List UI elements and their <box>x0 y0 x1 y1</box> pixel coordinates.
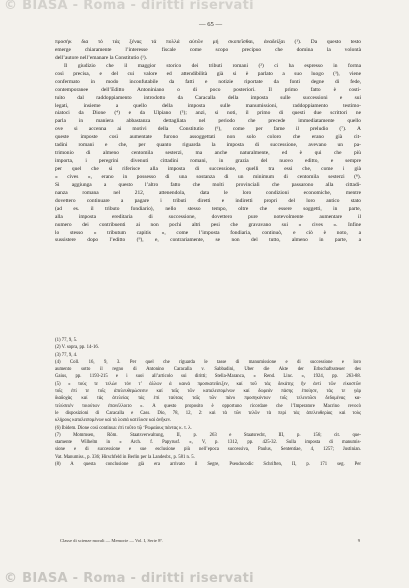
footnote-line: (6) Ibidem. Dione così continua: ἐπὶ τοῦτο τῷ ‘Ρωμαίους πάντας κ. τ. λ. <box>55 425 192 431</box>
text-line: lo stesso « tributum capitis », come l’imposta fondiaria, continuò, e ciò è noto, a <box>55 229 361 236</box>
text-line: tuito dal raddoppiamento introdotto da Caracalla della imposta sulle successioni e sui <box>55 94 361 101</box>
text-line: sussistere dopo l’editto (⁹), e, contrariamente, se non del tutto, almeno in parte, a <box>55 237 361 244</box>
text-line: parla in maniera abbastanza dettagliata nel periodo che precede immediatamente quello <box>55 118 361 125</box>
text-line: Si aggiunga a questo l’altro fatto che molti provinciali che passarono alla cittadi- <box>55 181 361 188</box>
text-line: ove si accenna ai motivi della Constitutio (⁶), come per farne il preludio (⁷). A <box>55 126 361 133</box>
text-line: nanza romana nel 212, attenendola, data le loro condizioni economiche, mentre <box>55 189 361 196</box>
text-line: legati, insieme a quello della imposta sulle manumissioni, raddoppiamento testimo- <box>55 102 361 109</box>
watermark-top: © BIASA - Roma - diritti riservati <box>4 0 254 13</box>
text-line: per quel che si riferisce alla imposta di successione, quelli tra essi che, come i già <box>55 166 361 172</box>
text-line: (ad es. il tributo fondiario), nello stesso tempo, oltre che essere soggetti, in parte, <box>55 205 361 212</box>
text-line: tadini romani e che, per quanto riguarda la imposta di successione, avevano un pa- <box>55 142 361 149</box>
footnote-line: (7) Mommsen, Röm. Staatsverwaltung, II, p. 263 e Staatsrecht, III, p. 156; cit. que- <box>55 432 361 438</box>
footnote-line: (3) 77, 9, 4. <box>55 352 78 358</box>
footnote-line: τοῖς ἐπί τε τοῖς ἀπελευθερώσεσιν καί ταῖς τῶν καταλειπομένων καί δωρεάν πάσης ἐποίησε, τάς τε γάρ <box>55 389 361 395</box>
footnote-line: διαδοχὰς καί τάς ἀτελείας τάς ἐπί ταύταις ταῖς τῶν πάνυ προσηκόντων τοῖς τελευτῶσι δεδομένας κα- <box>55 396 361 402</box>
text-line: contemporanee dell’Editto Antoniniano o di poco posteriori. Il primo fatto è costi- <box>55 86 361 93</box>
text-line: così precisa, e del cui valore ed attendibilità già si è parlato a suo luogo (³), viene <box>55 70 361 77</box>
text-line: dovettero continuare a pagare i tributi diretti e indiretti propri del loro antico stato <box>55 197 361 204</box>
text-line: queste imposte così aumentate furono assoggettati non solo coloro che erano già cit- <box>55 134 361 141</box>
text-line: « cives », erano in possesso di una sostanza di un minimum di centomila sesterzi (⁸). <box>55 173 361 180</box>
footnote-line: (1) 77, 9, 5. <box>55 338 78 343</box>
footnote-line: stamente Wilhelm in « Arch. f. Papyrusf. », V, p. 1312, pp. 425-32. Sulla imposta di manumis- <box>55 440 361 446</box>
watermark-bottom: © BIASA - Roma - diritti riservati <box>4 571 254 586</box>
page-number: — 65 — <box>199 21 223 28</box>
text-line: alla imposta ereditaria di successione, dovettero pure notevolmente aumentare il <box>55 213 361 220</box>
text-line: Il giudizio che il maggior storico dei tributi romani (²) ci ha espresso in forma <box>64 62 361 69</box>
footnote-line: Vat. Manumiss., p. 336; Hirschfeld in Berlin per la Landesbr., p. 581 n. 5. <box>55 454 195 460</box>
footnote-line: Gaius, pp. 1193-215 e i suoi all’articolo sui diritti; Stella-Maranca, « Rend. Linc. », 1924, pp. 263-88. <box>55 374 361 380</box>
footer-series-label: Classe di scienze morali — Memorie — Vol. I, Serie 8ª. <box>60 538 163 543</box>
main-text <box>55 39 361 245</box>
footnote-line: aumento sotto il regno di Antonino Caracalla v. Sabbadini, Über die Akte der Erbschaftssteuer des <box>55 367 361 373</box>
text-line: numero dei contribuenti ai non pochi altri pesi che gravavano sui « cives ». Infine <box>55 221 361 228</box>
text-line: trimonio di almeno centomila sesterzi, ma anche naturalmente, ed è qui che più <box>55 150 361 157</box>
footnote-line: (4) Coll. 16, 9, 3. Per quel che riguarda le tasse di manumissione e di successione e loro <box>55 359 361 365</box>
footnote-line: (2) V. sopra, pp. 14-16. <box>55 345 99 351</box>
text-line: emerge chiaramente l’interesse fiscale come scopo precipuo che domina la volontà <box>55 46 361 53</box>
text-line: niatoci da Dione (⁴) e da Ulpiano (⁵); anzi, si noti, il primo di questi due scrittori ne <box>55 110 361 117</box>
footnote-line: (5) « τούς τε τελών τόν τ’ άλλων ά καινά προσκατεδειξεν, καί τοῦ τάς δεκάτης ἥν ἀντί τῶν εἰκοστῶν <box>55 381 361 387</box>
footnote-line: τελύσειέν τοιούτων ἐπανέλλοιτο ». A questo proposito è opportuno ricordare che l’Imperatore Macrino revocò <box>55 403 361 409</box>
footnotes <box>55 337 361 468</box>
text-line: dell’autore nell’emanare la Constitutio (¹). <box>55 54 148 61</box>
footer-signature-number: 9 <box>357 538 360 543</box>
page-footer <box>60 538 360 543</box>
footnote-line: sione e di successione e sue esclusione più nell’epoca successiva, Paulus, Sententiae, 4, 1257; Justinian. <box>55 447 361 453</box>
footnote-line: le disposizioni di Caracalla e Cass. Dio, 78, 12, 2: καὶ τὰ τῶν τελῶν τὰ περὶ τὰς ἀπελευθερίας καὶ τοὺς <box>55 410 361 416</box>
text-line: προσήκ δια τό τάς ξένας τά πολλά αύτῶν μή σκοπεῖσθαι, ἀναδείξαι (¹). Da questo testo <box>55 39 361 45</box>
text-line: confermato in modo inconfutabile da fatti e notizie riportate da fonti degne di fede, <box>55 78 361 85</box>
text-line: importa, i peregrini divenuti cittadini romani, in grazia del nuovo editto, e sempre <box>55 158 361 165</box>
footnote-line: (8) A questa conclusione già era arrivato il Segre, Pseudocodic Schriften, II, p. 171 seg. Per <box>55 462 361 468</box>
footnote-line: κλήρους καταλειπομένων καὶ τὰ λοιπὰ κατέλυσε καὶ ἀνῆκεν. <box>55 418 172 424</box>
